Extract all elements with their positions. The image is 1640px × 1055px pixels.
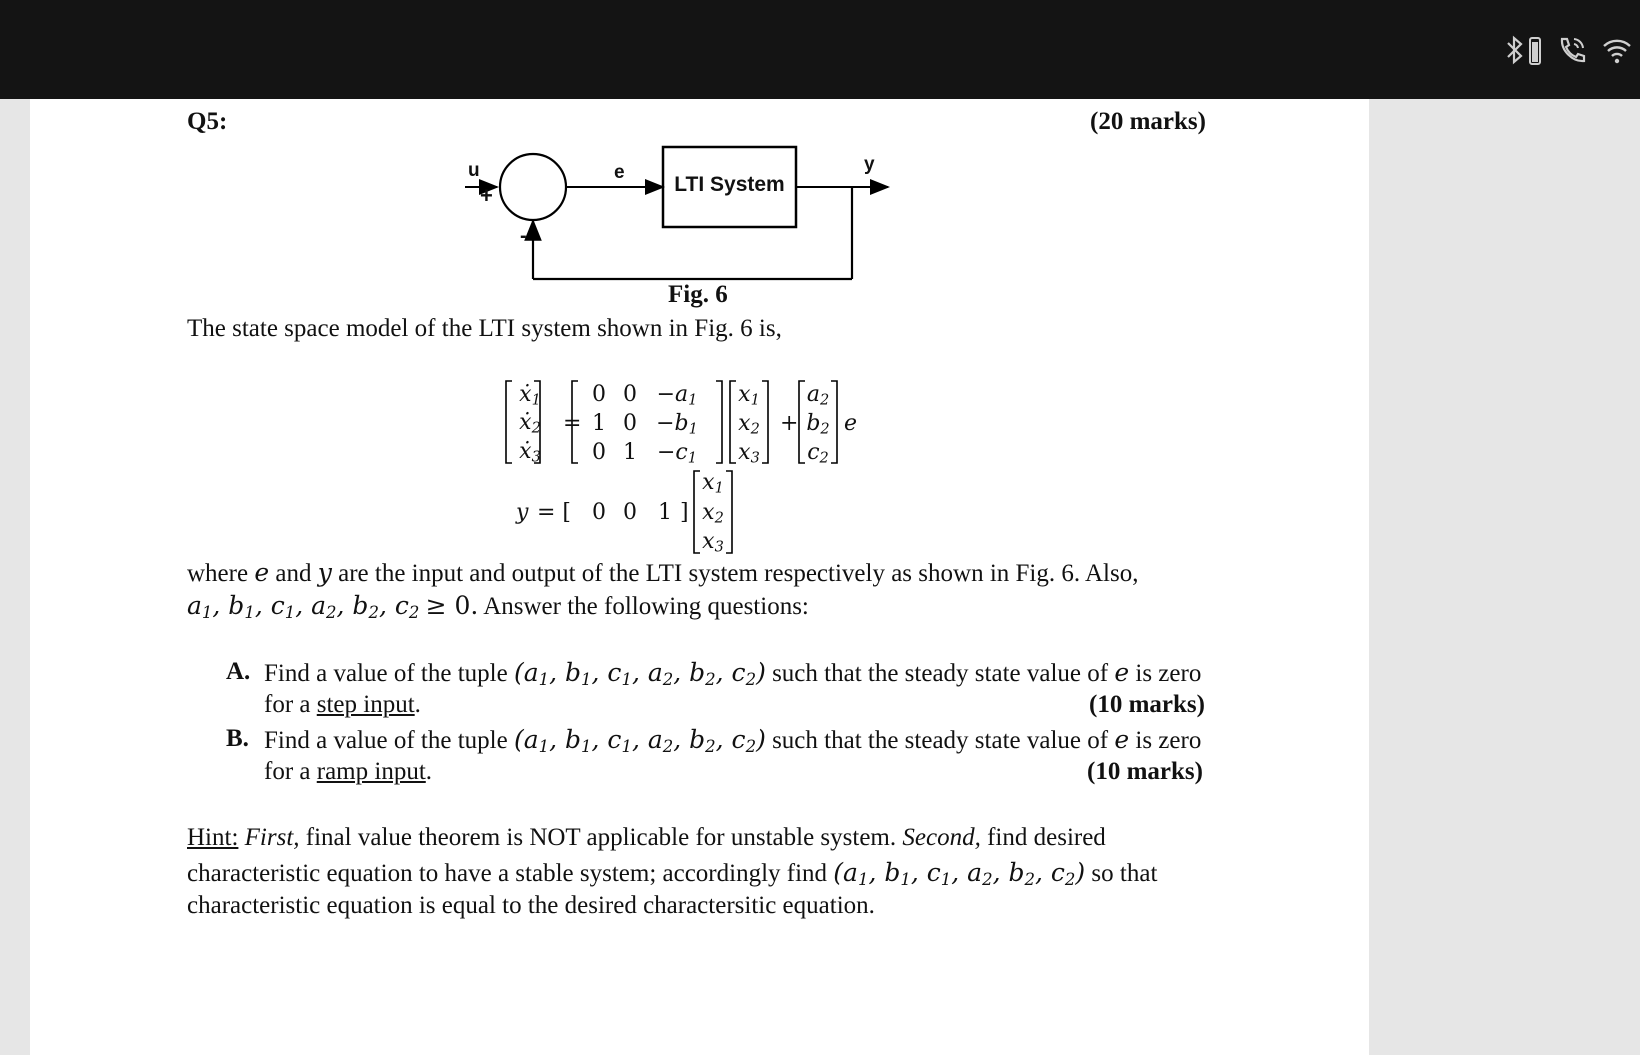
out-x-vec-2: $x_2$	[702, 500, 724, 527]
A-12: 0	[623, 382, 637, 407]
part-a-letter: A.	[226, 658, 251, 685]
A-33: $-c_1$	[656, 440, 697, 467]
state-dot-x3: ẋ$_3$	[519, 439, 541, 466]
input-label: u	[468, 160, 480, 181]
A-32: 1	[623, 440, 637, 465]
hint-line-3: characteristic equation is equal to the desired charactersitic equation.	[187, 892, 875, 919]
error-label: e	[614, 162, 625, 183]
A-11: 0	[592, 382, 606, 407]
state-dot-x1: ẋ$_1$	[519, 382, 541, 409]
x-vec-3: $x_3$	[738, 440, 760, 467]
ramp-input-term: ramp input	[316, 758, 426, 785]
block-diagram	[430, 139, 950, 284]
x-vec-1: $x_1$	[738, 382, 760, 409]
C-1: 0	[592, 500, 606, 525]
hint-line-1: Hint: First, final value theorem is NOT applicable for unstable system. Second, find desired	[187, 824, 1106, 851]
x-vec-2: $x_2$	[738, 411, 760, 438]
out-x-vec-3: $x_3$	[702, 529, 724, 556]
state-dot-x2: ẋ$_2$	[519, 410, 541, 437]
lti-system-block: LTI System	[674, 173, 785, 196]
part-b-line-2: for a ramp input.	[264, 758, 433, 785]
B-vec-1: $a_2$	[806, 382, 830, 409]
output-equals: = [	[537, 500, 572, 525]
C-3: 1	[658, 500, 672, 525]
out-x-vec-1: $x_1$	[702, 470, 724, 497]
wifi-calling-icon	[1556, 34, 1588, 66]
document-page	[30, 99, 1369, 1055]
equals-sign: =	[563, 411, 582, 436]
part-b-marks: (10 marks)	[1087, 758, 1203, 785]
figure-caption: Fig. 6	[668, 281, 728, 308]
A-23: $-b_1$	[656, 411, 698, 438]
A-21: 1	[592, 411, 606, 436]
question-marks: (20 marks)	[1090, 108, 1206, 135]
input-symbol: e	[844, 411, 858, 436]
output-lhs: y	[516, 500, 529, 525]
step-input-term: step input	[316, 691, 415, 718]
minus-sign: -	[520, 225, 527, 247]
C-2: 0	[623, 500, 637, 525]
A-13: $-a_1$	[656, 382, 698, 409]
part-b-letter: B.	[226, 725, 249, 752]
plus-operator: +	[780, 411, 799, 436]
wifi-icon	[1602, 34, 1632, 66]
bluetooth-icon	[1504, 34, 1526, 66]
battery-icon	[1528, 34, 1542, 66]
hint-label: Hint:	[187, 824, 239, 851]
plus-sign: +	[480, 183, 493, 208]
A-31: 0	[592, 440, 606, 465]
output-label: y	[864, 154, 875, 175]
system-status-bar	[0, 0, 1640, 99]
A-22: 0	[623, 411, 637, 436]
part-a-line-2: for a step input.	[264, 691, 421, 718]
B-vec-2: $b_2$	[806, 411, 830, 438]
question-number: Q5:	[187, 108, 228, 135]
B-vec-3: $c_2$	[807, 440, 829, 467]
part-a-marks: (10 marks)	[1089, 691, 1205, 718]
C-close-bracket: ]	[680, 500, 689, 525]
hint-line-2: characteristic equation to have a stable system; accordingly find ($a_1$, $b_1$, $c_1$, $a_2$, $b_2$, $c_2$) so that	[187, 858, 1158, 890]
description-line-2: $a_1$, $b_1$, $c_1$, $a_2$, $b_2$, $c_2 \ge 0$. Answer the following questions:	[187, 591, 809, 623]
part-b-line-1: Find a value of the tuple ($a_1$, $b_1$, $c_1$, $a_2$, $b_2$, $c_2$) such that the steady state value of e is zero	[264, 725, 1202, 757]
part-a-line-1: Find a value of the tuple ($a_1$, $b_1$, $c_1$, $a_2$, $b_2$, $c_2$) such that the steady state value of e is zero	[264, 658, 1202, 690]
description-line-1: where e and y are the input and output of the LTI system respectively as shown in Fig. 6. Also,	[187, 558, 1139, 587]
intro-text: The state space model of the LTI system shown in Fig. 6 is,	[187, 315, 782, 342]
status-icons	[1504, 30, 1632, 70]
